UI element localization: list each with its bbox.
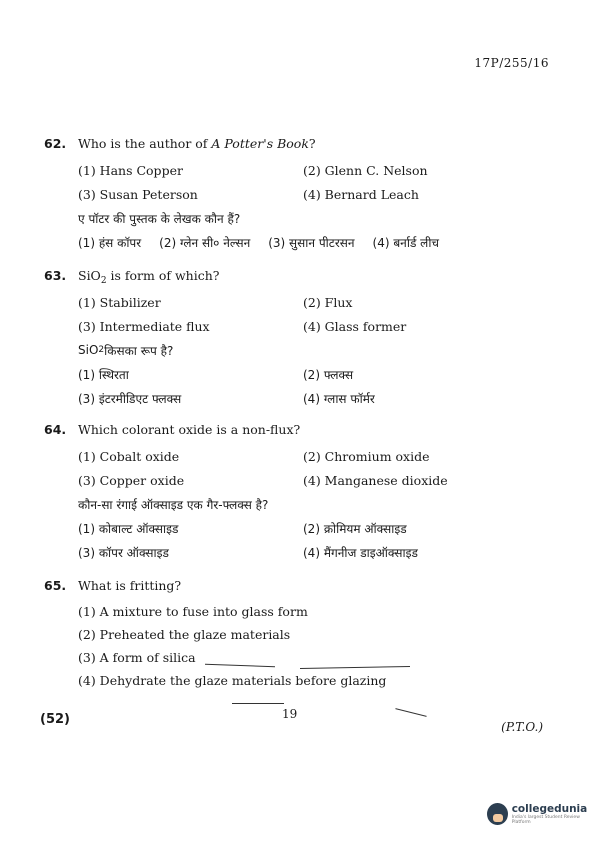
question-62 [44,136,554,254]
option-3: (3) Susan Peterson [78,186,198,202]
question-text: What is fritting? [78,578,182,593]
option-2: (2) Chromium oxide [303,448,430,464]
booklet-number: (52) [40,712,70,727]
logo-name: collegedunia [511,803,588,815]
logo-tagline: India's largest Student Review Platform [511,815,580,825]
hindi-option-1: (1) हंस कॉपर [78,235,142,250]
option-3: (3) Copper oxide [78,472,185,488]
book-title: A Potter's Book [211,136,309,151]
hindi-option-4: (4) मैंगनीज डाइऑक्साइड [303,545,418,560]
hindi-option-1: (1) कोबाल्ट ऑक्साइड [78,521,179,536]
hindi-option-1: (1) स्थिरता [78,367,129,382]
pto-note: (P.T.O.) [501,720,543,734]
question-number: 63. [44,268,67,283]
question-number: 64. [44,422,67,437]
question-number: 62. [44,136,67,151]
option-2: (2) Glenn C. Nelson [303,162,428,178]
student-avatar-icon [487,803,508,825]
pen-mark [395,708,426,717]
option-4: (4) Glass former [303,318,407,334]
hindi-option-2: (2) ग्लेन सी० नेल्सन [159,235,251,250]
question-64 [44,422,554,564]
hindi-option-3: (3) कॉपर ऑक्साइड [78,545,169,560]
question-number: 65. [44,578,67,593]
option-1: (1) Stabilizer [78,294,161,310]
option-1: (1) Cobalt oxide [78,448,180,464]
option-3: (3) Intermediate flux [78,318,210,334]
hindi-option-3: (3) सुसान पीटरसन [268,235,355,250]
hindi-question-text: ए पॉटर की पुस्तक के लेखक कौन हैं? [78,211,241,226]
option-1: (1) Hans Copper [78,162,183,178]
option-2: (2) Preheated the glaze materials [78,627,291,642]
option-4: (4) Manganese dioxide [303,472,448,488]
question-65 [44,578,554,692]
question-63 [44,268,554,410]
option-2: (2) Flux [303,294,353,310]
question-text: Who is the author of A Potter's Book? [78,136,316,151]
option-3: (3) A form of silica [78,650,196,665]
option-4: (4) Bernard Leach [303,186,419,202]
hindi-question-text: कौन-सा रंगाई ऑक्साइड एक गैर-फ्लक्स है? [78,497,269,512]
question-text: Which colorant oxide is a non-flux? [78,422,301,437]
collegedunia-logo [487,803,595,825]
hindi-option-2: (2) क्रोमियम ऑक्साइड [303,521,407,536]
option-1: (1) A mixture to fuse into glass form [78,604,308,619]
question-text: SiO$_2$ is form of which? [78,268,220,286]
option-4: (4) Dehydrate the glaze materials before glazing [78,673,387,688]
page-number: 19 [282,707,298,721]
hindi-question-text: SiO 2 किसका रूप है? [78,343,174,358]
hindi-option-4: (4) ग्लास फॉर्मर [303,391,375,406]
hindi-option-4: (4) बर्नार्ड लीच [372,235,440,250]
hindi-option-3: (3) इंटरमीडिएट फ्लक्स [78,391,182,406]
pen-mark [232,703,284,704]
paper-code: 17P/255/16 [474,56,549,70]
hindi-option-2: (2) फ्लक्स [303,367,354,382]
